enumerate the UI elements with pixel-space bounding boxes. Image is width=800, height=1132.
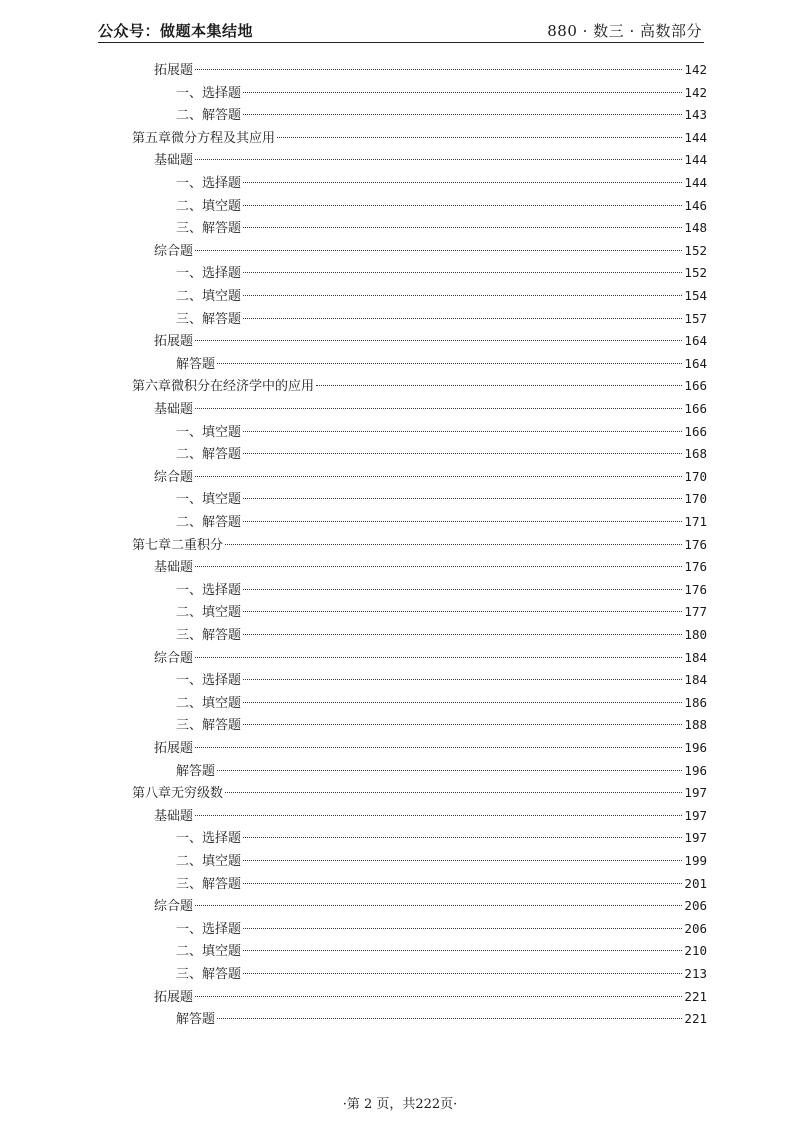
toc-entry-label: 一、选择题: [176, 176, 242, 191]
toc-dot-leader: [243, 498, 682, 499]
toc-page-number: 184: [684, 649, 707, 665]
toc-entry-label: 二、解答题: [176, 108, 242, 124]
toc-entry[interactable]: [176, 488, 707, 511]
toc-entry-label: 一、选择题: [176, 921, 242, 937]
toc-page-number: 154: [684, 288, 707, 303]
toc-dot-leader: [243, 724, 682, 725]
toc-page-number: 170: [684, 491, 707, 507]
toc-entry[interactable]: [176, 918, 707, 941]
toc-entry-label: 二、填空题: [176, 695, 242, 711]
toc-entry-label: 一、选择题: [176, 673, 242, 689]
toc-entry[interactable]: [132, 127, 707, 150]
toc-dot-leader: [243, 837, 682, 838]
toc-entry-label: 解答题: [176, 356, 216, 372]
toc-entry[interactable]: [154, 240, 707, 263]
toc-entry[interactable]: [154, 149, 707, 172]
toc-entry[interactable]: [176, 1008, 707, 1031]
toc-dot-leader: [243, 431, 682, 432]
toc-dot-leader: [195, 340, 682, 341]
toc-entry[interactable]: [132, 375, 707, 398]
toc-dot-leader: [243, 860, 682, 861]
toc-entry[interactable]: [176, 421, 707, 444]
toc-entry-label: 综合题: [154, 899, 194, 915]
toc-entry-label: 二、填空题: [176, 854, 242, 869]
toc-dot-leader: [243, 227, 682, 228]
toc-dot-leader: [243, 679, 682, 680]
toc-page-number: 176: [684, 581, 707, 597]
toc-entry-label: 二、填空题: [176, 198, 242, 214]
toc-entry[interactable]: [176, 195, 707, 218]
toc-entry-label: 一、选择题: [176, 85, 242, 101]
toc-page-number: 142: [684, 84, 707, 100]
toc-page-number: 164: [684, 355, 707, 371]
toc-dot-leader: [243, 272, 682, 273]
toc-entry[interactable]: [154, 59, 707, 82]
toc-entry[interactable]: [176, 873, 707, 896]
toc-page-number: 197: [684, 830, 707, 846]
toc-entry[interactable]: [154, 330, 707, 353]
toc-entry-label: 第五章微分方程及其应用: [132, 130, 276, 146]
header-book-title: 880 · 数三 · 高数部分: [547, 22, 702, 40]
toc-entry[interactable]: [176, 217, 707, 240]
toc-entry[interactable]: [176, 760, 707, 783]
toc-dot-leader: [243, 634, 682, 635]
toc-entry[interactable]: [176, 172, 707, 195]
toc-page-number: 144: [684, 152, 707, 168]
toc-page-number: 188: [684, 717, 707, 733]
header-publisher: 公众号：做题本集结地: [98, 22, 254, 40]
toc-entry[interactable]: [176, 262, 707, 285]
toc-page-number: 184: [684, 672, 707, 688]
toc-page-number: 206: [684, 898, 707, 914]
toc-entry-label: 基础题: [154, 560, 194, 576]
toc-dot-leader: [195, 815, 682, 816]
toc-entry-label: 解答题: [176, 763, 216, 779]
toc-dot-leader: [243, 928, 682, 929]
toc-entry[interactable]: [176, 82, 707, 105]
toc-page-number: 166: [684, 378, 707, 394]
toc-page-number: 221: [684, 988, 707, 1004]
toc-dot-leader: [225, 792, 682, 793]
toc-page-number: 164: [684, 333, 707, 349]
toc-entry[interactable]: [176, 104, 707, 127]
toc-entry-label: 三、解答题: [176, 221, 242, 237]
toc-dot-leader: [243, 883, 682, 884]
toc-entry-label: 一、选择题: [176, 582, 242, 598]
toc-page-number: 197: [684, 785, 707, 801]
toc-dot-leader: [195, 905, 682, 906]
toc-entry[interactable]: [176, 443, 707, 466]
toc-dot-leader: [243, 205, 682, 206]
toc-entry[interactable]: [176, 624, 707, 647]
toc-dot-leader: [195, 996, 682, 997]
toc-page-number: 201: [684, 875, 707, 891]
toc-entry[interactable]: [176, 511, 707, 534]
toc-entry-label: 第七章二重积分: [132, 537, 224, 553]
toc-entry[interactable]: [154, 556, 707, 579]
toc-dot-leader: [243, 973, 682, 974]
toc-page-number: 166: [684, 423, 707, 439]
toc-entry[interactable]: [176, 827, 707, 850]
toc-entry-label: 一、选择题: [176, 266, 242, 282]
toc-dot-leader: [243, 295, 682, 296]
toc-dot-leader: [243, 611, 682, 612]
toc-dot-leader: [217, 1018, 682, 1019]
toc-dot-leader: [217, 770, 682, 771]
toc-dot-leader: [195, 250, 682, 251]
toc-dot-leader: [243, 521, 682, 522]
toc-page-number: 206: [684, 920, 707, 936]
toc-page-number: 221: [684, 1011, 707, 1027]
toc-page-number: 197: [684, 807, 707, 823]
toc-entry-label: 一、选择题: [176, 831, 242, 847]
toc-entry-label: 一、填空题: [176, 492, 242, 508]
toc-page-number: 171: [684, 514, 707, 529]
toc-dot-leader: [195, 69, 682, 70]
toc-page-number: 176: [684, 536, 707, 552]
toc-dot-leader: [316, 385, 682, 386]
toc-entry-label: 拓展题: [154, 741, 194, 756]
toc-entry-label: 二、填空题: [176, 289, 242, 304]
toc-entry[interactable]: [132, 534, 707, 557]
toc-page-number: 146: [684, 197, 707, 213]
toc-page-number: 199: [684, 853, 707, 868]
toc-page-number: 148: [684, 220, 707, 236]
toc-entry[interactable]: [176, 669, 707, 692]
toc-page-number: 157: [684, 310, 707, 326]
toc-entry[interactable]: [176, 963, 707, 986]
toc-dot-leader: [243, 950, 682, 951]
toc-dot-leader: [195, 408, 682, 409]
toc-dot-leader: [243, 453, 682, 454]
toc-entry-label: 基础题: [154, 402, 194, 417]
toc-dot-leader: [225, 544, 682, 545]
toc-entry[interactable]: [132, 782, 707, 805]
toc-entry-label: 拓展题: [154, 63, 194, 78]
toc-entry[interactable]: [176, 601, 707, 624]
toc-entry-label: 解答题: [176, 1012, 216, 1028]
toc-dot-leader: [195, 657, 682, 658]
toc-page-number: 166: [684, 401, 707, 416]
toc-entry-label: 三、解答题: [176, 876, 242, 892]
toc-page-number: 186: [684, 694, 707, 710]
toc-entry-label: 三、解答题: [176, 967, 242, 982]
toc-dot-leader: [243, 182, 682, 183]
toc-dot-leader: [243, 702, 682, 703]
toc-entry[interactable]: [154, 805, 707, 828]
toc-page-number: 170: [684, 468, 707, 484]
toc-page-number: 180: [684, 627, 707, 642]
toc-entry-label: 基础题: [154, 808, 194, 824]
toc-entry[interactable]: [176, 850, 707, 873]
toc-entry[interactable]: [154, 466, 707, 489]
toc-entry[interactable]: [176, 353, 707, 376]
toc-entry-label: 一、填空题: [176, 424, 242, 440]
toc-entry-label: 综合题: [154, 243, 194, 259]
toc-entry[interactable]: [176, 714, 707, 737]
toc-dot-leader: [243, 92, 682, 93]
toc-entry-label: 拓展题: [154, 989, 194, 1005]
toc-entry-label: 二、填空题: [176, 605, 242, 621]
toc-dot-leader: [195, 566, 682, 567]
toc-page-number: 210: [684, 943, 707, 959]
toc-dot-leader: [243, 114, 682, 115]
toc-entry-label: 二、解答题: [176, 447, 242, 463]
toc-entry-label: 三、解答题: [176, 628, 242, 643]
toc-entry[interactable]: [176, 579, 707, 602]
toc-entry-label: 综合题: [154, 469, 194, 485]
toc-entry-label: 三、解答题: [176, 718, 242, 734]
toc-entry[interactable]: [154, 895, 707, 918]
toc-entry[interactable]: [176, 940, 707, 963]
toc-page-number: 168: [684, 446, 707, 462]
toc-dot-leader: [243, 318, 682, 319]
toc-page-number: 152: [684, 242, 707, 258]
toc-page-number: 196: [684, 762, 707, 778]
toc-entry-label: 基础题: [154, 153, 194, 169]
toc-entry-label: 第八章无穷级数: [132, 786, 224, 802]
toc-entry-label: 三、解答题: [176, 311, 242, 327]
toc-entry-label: 二、填空题: [176, 944, 242, 960]
page-footer: ·第 2 页，共222页·: [342, 1097, 458, 1112]
toc-dot-leader: [195, 476, 682, 477]
toc-page-number: 213: [684, 966, 707, 981]
toc-page-number: 177: [684, 604, 707, 620]
toc-entry-label: 二、解答题: [176, 515, 242, 530]
toc-dot-leader: [195, 747, 682, 748]
toc-dot-leader: [217, 363, 682, 364]
toc-page-number: 152: [684, 265, 707, 281]
toc-page-number: 144: [684, 129, 707, 145]
toc-page-number: 144: [684, 175, 707, 190]
toc-entry-label: 拓展题: [154, 334, 194, 350]
toc-entry[interactable]: [154, 737, 707, 760]
toc-entry[interactable]: [154, 647, 707, 670]
toc-dot-leader: [243, 589, 682, 590]
page-header: [98, 20, 704, 43]
toc-entry-label: 综合题: [154, 650, 194, 666]
toc-entry[interactable]: [176, 285, 707, 308]
toc-entry-label: 第六章微积分在经济学中的应用: [132, 379, 315, 395]
toc-entry[interactable]: [154, 398, 707, 421]
toc-page-number: 143: [684, 107, 707, 123]
toc-entry[interactable]: [176, 692, 707, 715]
toc-dot-leader: [277, 137, 682, 138]
toc-entry[interactable]: [154, 986, 707, 1009]
toc-page-number: 142: [684, 62, 707, 77]
toc-entry[interactable]: [176, 308, 707, 331]
toc-page-number: 176: [684, 559, 707, 575]
toc-page-number: 196: [684, 740, 707, 755]
toc-dot-leader: [195, 159, 682, 160]
